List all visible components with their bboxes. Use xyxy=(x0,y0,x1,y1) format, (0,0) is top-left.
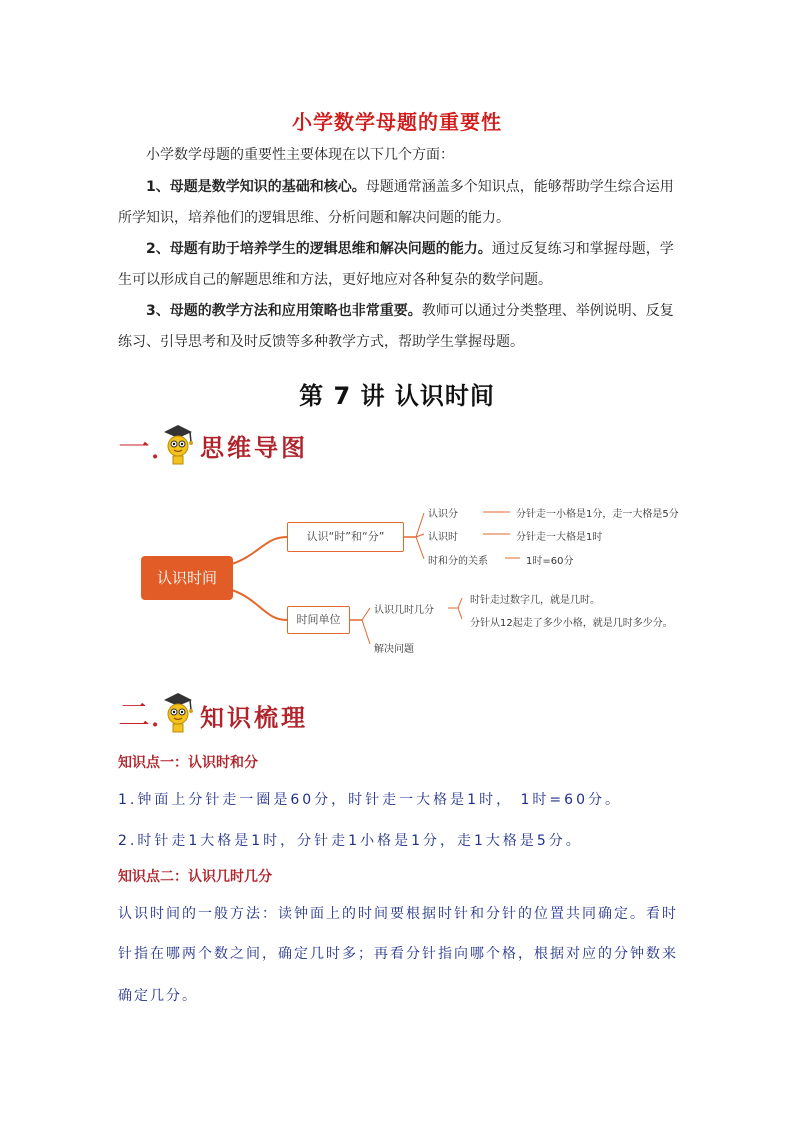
mindmap-leaf-desc: 1时=60分 xyxy=(526,556,574,567)
mindmap-leaf-desc: 时针走过数字几，就是几时。 xyxy=(470,595,600,606)
mindmap-leaf-label: 认识时 xyxy=(428,532,458,543)
point-2 xyxy=(118,234,678,296)
point-3-line1: 教师可以通过分类整理、举例说明、反复 xyxy=(421,303,674,319)
knowledge-point-2-line-3: 确定几分。 xyxy=(118,988,198,1004)
section-heading-mindmap xyxy=(118,420,368,468)
lecture-heading: 第 7 讲 认识时间 xyxy=(299,382,495,410)
mindmap-root-node: 认识时间 xyxy=(141,556,233,600)
knowledge-point-2-line-2: 针指在哪两个数之间，确定几时多；再看分针指向哪个格，根据对应的分钟数来 xyxy=(118,946,678,962)
section-heading-knowledge xyxy=(118,688,368,736)
section-title: 知识梳理 xyxy=(200,704,308,732)
mindmap-leaf-desc: 分针走一小格是1分，走一大格是5分 xyxy=(516,509,679,520)
point-2-line1: 通过反复练习和掌握母题，学 xyxy=(491,241,674,257)
mindmap-branch-1: 认识“时”和“分” xyxy=(287,522,404,552)
graduate-mascot-icon xyxy=(158,420,198,466)
point-3-line2: 练习、引导思考和及时反馈等多种教学方式，帮助学生掌握母题。 xyxy=(118,334,524,350)
knowledge-point-1-line-2: 2.时针走1大格是1时，分针走1小格是1分，走1大格是5分。 xyxy=(118,833,583,849)
point-1-line1: 母题通常涵盖多个知识点，能够帮助学生综合运用 xyxy=(365,179,674,195)
point-3 xyxy=(118,296,678,358)
mindmap-sub-node: 认识几时几分 xyxy=(374,605,434,616)
mindmap xyxy=(140,494,700,664)
section-title: 思维导图 xyxy=(200,434,308,462)
mindmap-leaf-desc: 分针从12起走了多少小格，就是几时多少分。 xyxy=(470,618,673,629)
mindmap-branch-2: 时间单位 xyxy=(287,606,350,634)
point-3-bold: 3、母题的教学方法和应用策略也非常重要。 xyxy=(146,303,422,319)
section-number: 二. xyxy=(118,696,161,734)
point-2-line2: 生可以形成自己的解题思维和方法，更好地应对各种复杂的数学问题。 xyxy=(118,272,552,288)
graduate-mascot-icon xyxy=(158,688,198,734)
section-number: 一. xyxy=(118,428,161,466)
point-2-bold: 2、母题有助于培养学生的逻辑思维和解决问题的能力。 xyxy=(146,241,492,257)
point-1-line2: 所学知识，培养他们的逻辑思维、分析问题和解决问题的能力。 xyxy=(118,210,510,226)
point-1 xyxy=(118,172,678,234)
mindmap-leaf-label: 认识分 xyxy=(428,509,458,520)
mindmap-leaf-label: 时和分的关系 xyxy=(428,556,488,567)
knowledge-point-2-line-1: 认识时间的一般方法：读钟面上的时间要根据时针和分针的位置共同确定。看时 xyxy=(118,906,678,922)
knowledge-point-1-line-1: 1.钟面上分针走一圈是60分，时针走一大格是1时， 1时=60分。 xyxy=(118,792,622,808)
knowledge-point-2-title: 知识点二：认识几时几分 xyxy=(118,869,272,885)
mindmap-leaf-label: 解决问题 xyxy=(374,644,414,655)
intro-text: 小学数学母题的重要性主要体现在以下几个方面： xyxy=(146,147,454,163)
mindmap-leaf-desc: 分针走一大格是1时 xyxy=(516,532,603,543)
point-1-bold: 1、母题是数学知识的基础和核心。 xyxy=(146,179,366,195)
knowledge-point-1-title: 知识点一：认识时和分 xyxy=(118,755,258,771)
document-title: 小学数学母题的重要性 xyxy=(292,110,502,134)
